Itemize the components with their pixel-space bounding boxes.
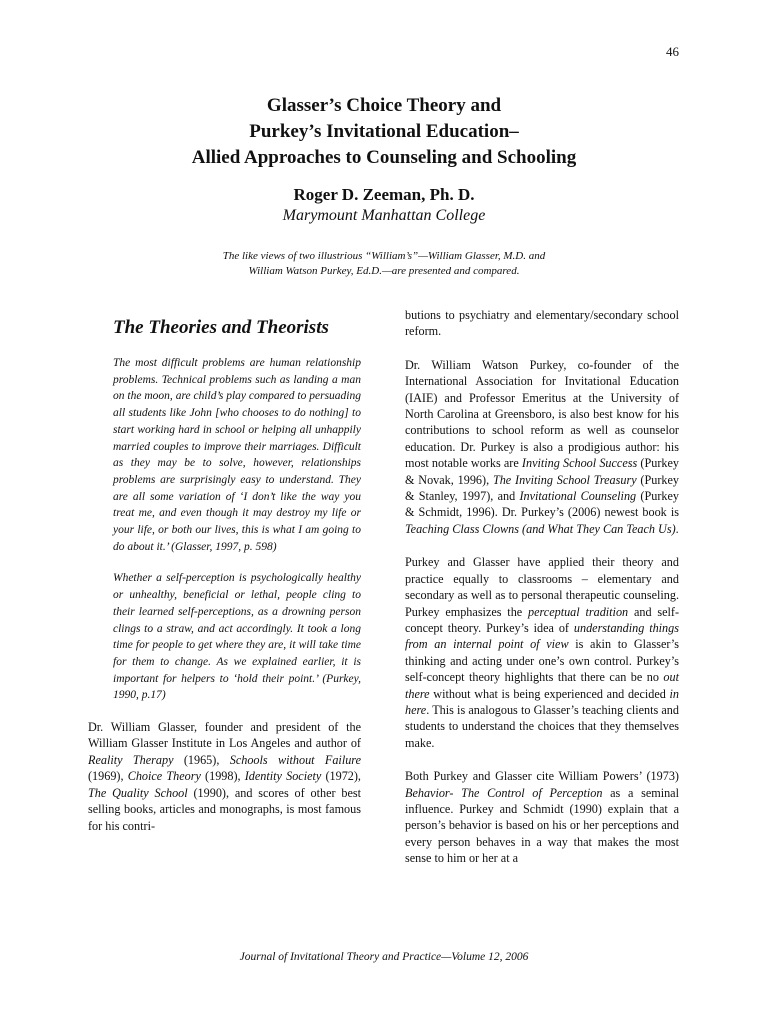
title-block	[0, 93, 768, 279]
right-column	[405, 307, 679, 867]
epigraph-quote-purkey: Whether a self-perception is psychologically healthy or unhealthy, beneficial or lethal, people cling to their learned self-perceptions, as a drowning person clings to a straw, and act accordingly. It took a long time for people to get where they are, it will take time for them to change. As we explained earlier, it is important for helpers to ‘hold their point.’ (Purkey, 1990, p.17)	[113, 572, 361, 702]
body-paragraph: Both Purkey and Glasser cite William Powers’ (1973) Behavior- The Control of Perception as a seminal influence. Purkey and Schmidt (1990) explain that a person’s behavior is based on his or her perceptions and every person behaves in a way that makes the most sense to him or her at a	[405, 769, 679, 866]
italic-term: Behavior- The Control of Perception	[405, 785, 603, 800]
italic-term: Choice Theory	[127, 769, 201, 784]
italic-term: understanding things from an internal point of view	[405, 620, 679, 652]
title-line-1: Glasser’s Choice Theory and	[266, 95, 502, 116]
abstract-line-2: William Watson Purkey, Ed.D.—are presented and compared.	[248, 265, 520, 277]
italic-term: Teaching Class Clowns (and What They Can Teach Us)	[405, 521, 676, 536]
epigraph-quote-glasser: The most difficult problems are human relationship problems. Technical problems such as landing a man on the moon, are child’s play compared to persuading all students like John [who chooses to do nothing] to start working hard in school or helping all unhappily married couples to improve their marriages. Difficult as they may be to solve, however, relationships problems are surprisingly easy to understand. They are all some variation of ‘I don’t like the way you treat me, and even though it may destroy my life or your life, or both our lives, this is what I am going to do about it.’ (Glasser, 1997, p. 598)	[113, 357, 361, 553]
title-line-3: Allied Approaches to Counseling and Schooling	[191, 147, 577, 168]
italic-term: perceptual tradition	[528, 604, 629, 619]
section-heading: The Theories and Theorists	[113, 317, 329, 338]
abstract	[0, 249, 768, 279]
italic-term: The Quality School	[88, 785, 188, 800]
italic-term: The Inviting School Treasury	[492, 472, 637, 487]
italic-term: Identity Society	[244, 769, 322, 784]
italic-term: Reality Therapy	[88, 752, 174, 767]
author-name: Roger D. Zeeman, Ph. D.	[293, 185, 475, 204]
page-number: 46	[666, 44, 679, 59]
italic-term: Invitational Counseling	[519, 489, 637, 504]
author-affiliation: Marymount Manhattan College	[282, 207, 486, 224]
body-paragraph: Dr. William Watson Purkey, co-founder of the International Association for Invitational Education (IAIE) and Professor Emeritus at the University of North Carolina at Greensboro, is also best know for his contributions to school reform as well as counselor education. Dr. Purkey is also a prodigious author: his most notable works are Inviting School Success (Purkey & Novak, 1996), The Inviting School Treasury (Purkey & Stanley, 1997), and Invitational Counseling (Purkey & Schmidt, 1996). Dr. Purkey’s (2006) newest book is Teaching Class Clowns (and What They Can Teach Us).	[405, 357, 680, 536]
body-paragraph: Dr. William Glasser, founder and president of the William Glasser Institute in Los Angeles and author of Reality Therapy (1965), Schools without Failure (1969), Choice Theory (1998), Identity Society (1972), The Quality School (1990), and scores of other best selling books, articles and monographs, is most famous for his contri-	[88, 720, 361, 833]
abstract-line-1: The like views of two illustrious “William’s”—William Glasser, M.D. and	[222, 250, 546, 262]
italic-term: Schools without Failure	[229, 752, 361, 767]
italic-term: out there	[405, 670, 679, 701]
body-paragraph: Purkey and Glasser have applied their theory and practice equally to classrooms – elementary and secondary as well as to personal therapeutic counseling. Purkey emphasizes the perceptual tradition and self-concept theory. Purkey’s idea of understanding things from an internal point of view is akin to Glasser’s thinking and acting under one’s own control. Purkey’s self-concept theory highlights that there can be no out there without what is being experienced and decided in here. This is analogous to Glasser’s teaching clients and students to understand the choices that they themselves make.	[405, 555, 679, 750]
italic-term: in here	[405, 686, 679, 717]
title-line-2: Purkey’s Invitational Education–	[249, 121, 519, 142]
body-paragraph: butions to psychiatry and elementary/secondary school reform.	[405, 308, 679, 339]
italic-term: Inviting School Success	[521, 456, 638, 471]
journal-footer: Journal of Invitational Theory and Practice—Volume 12, 2006	[239, 951, 529, 963]
left-column	[88, 308, 361, 834]
